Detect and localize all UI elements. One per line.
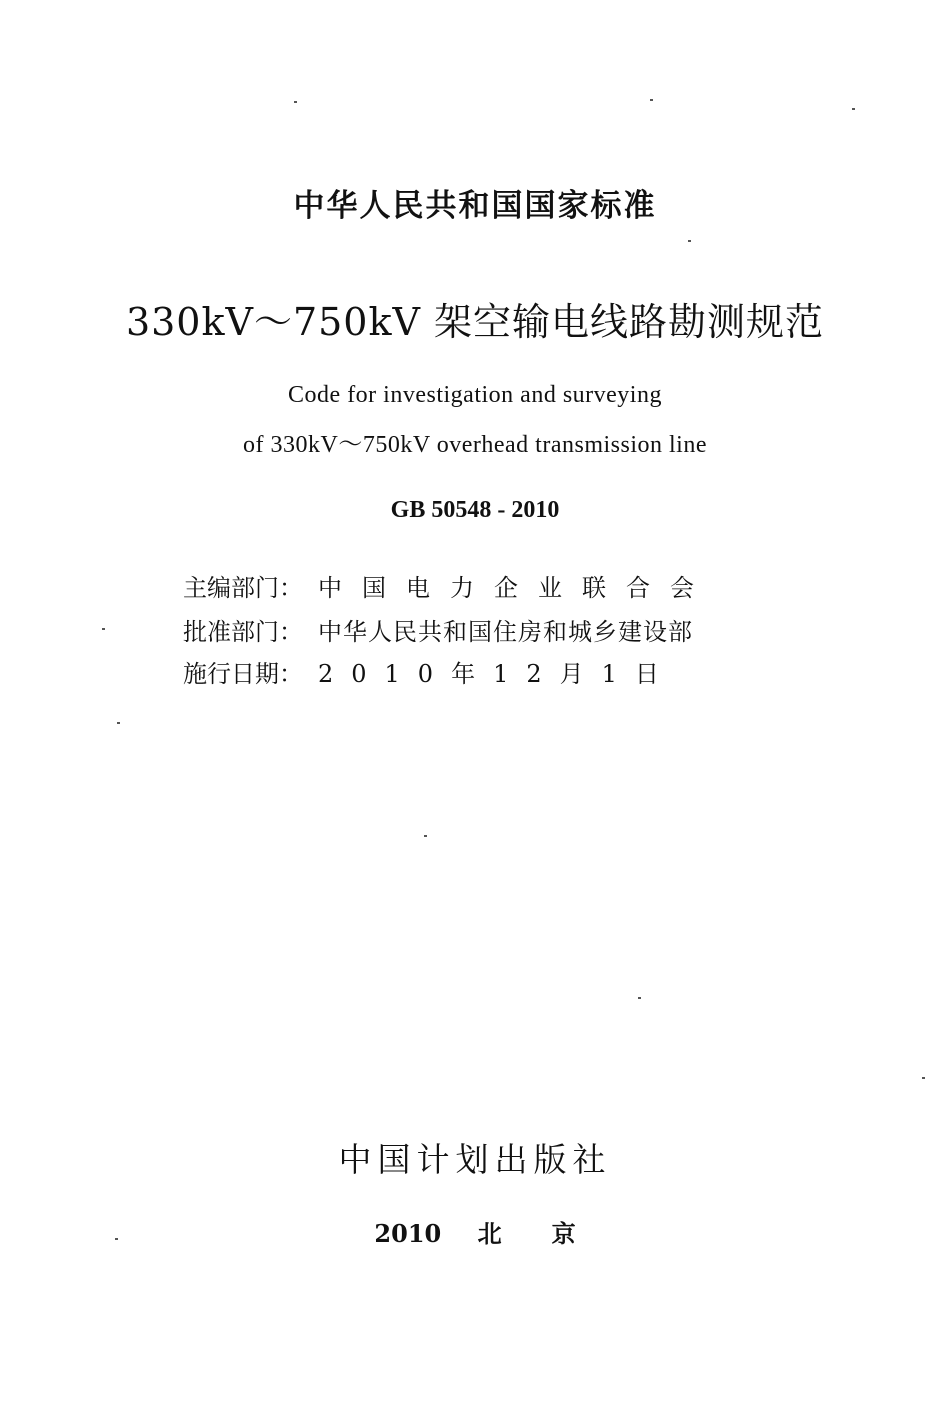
scan-speck	[650, 99, 653, 101]
scan-speck	[115, 1238, 118, 1240]
scan-speck	[102, 628, 105, 630]
document-title-chinese: 330kV～750kV 架空输电线路勘测规范	[125, 300, 825, 344]
editor-row	[183, 568, 743, 602]
approver-value: 中华人民共和国住房和城乡建设部	[318, 618, 693, 646]
standard-code: GB 50548 - 2010	[390, 497, 560, 523]
scan-speck	[688, 240, 691, 242]
document-title-english-line-1: Code for investigation and surveying	[288, 382, 662, 408]
effective-date-label: 施行日期：	[183, 660, 303, 688]
publication-place	[0, 1214, 950, 1249]
scan-speck	[922, 1077, 925, 1079]
publication-year: 2010	[374, 1219, 442, 1248]
scan-speck	[638, 997, 641, 999]
effective-date-row	[183, 654, 743, 688]
scan-speck	[294, 101, 297, 103]
scan-speck	[852, 108, 855, 110]
national-standard-heading: 中华人民共和国国家标准	[293, 188, 657, 224]
publisher-name: 中国计划出版社	[338, 1140, 612, 1179]
editor-value: 中国电力企业联合会	[318, 574, 714, 602]
approver-row	[183, 612, 743, 646]
scan-speck	[424, 835, 427, 837]
approver-label: 批准部门：	[183, 618, 303, 646]
publication-city: 北京	[477, 1219, 626, 1248]
document-title-english-line-2: of 330kV～750kV overhead transmission line	[243, 432, 707, 458]
scan-speck	[117, 722, 120, 724]
effective-date-value: 2010年12月1日	[318, 660, 677, 688]
editor-label: 主编部门：	[183, 574, 303, 602]
